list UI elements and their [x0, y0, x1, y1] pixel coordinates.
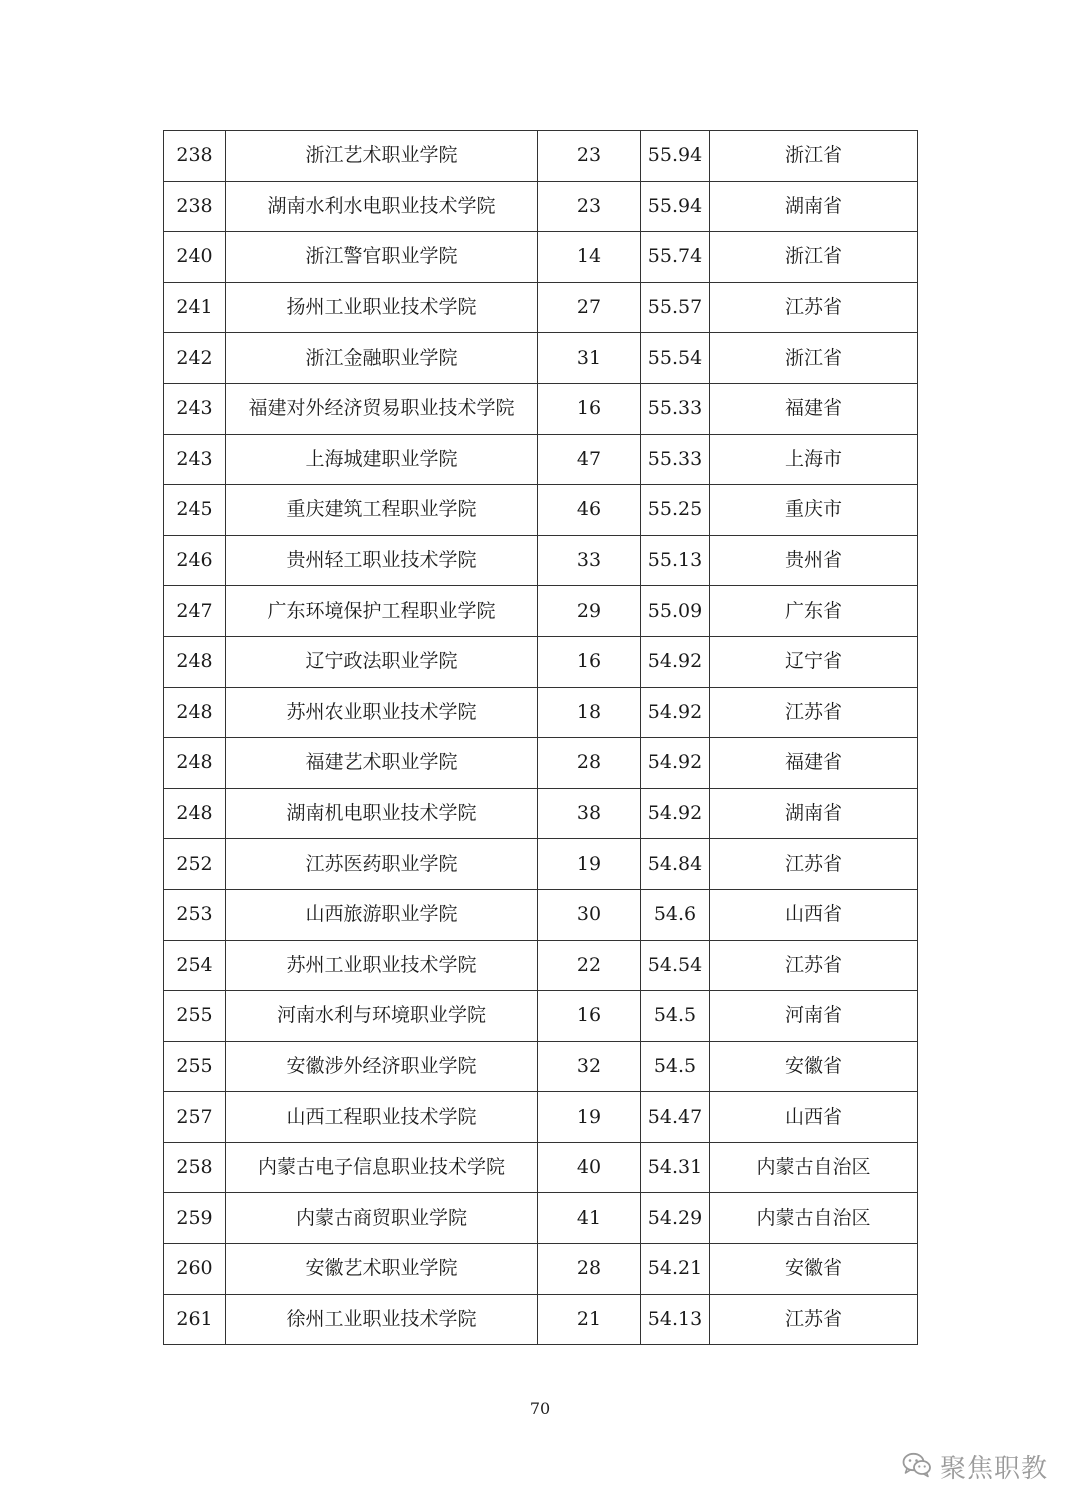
score-cell: 54.92: [641, 788, 710, 839]
school-name-cell: 浙江艺术职业学院: [226, 131, 538, 182]
rank-cell: 260: [164, 1244, 226, 1295]
province-cell: 广东省: [710, 586, 918, 637]
rank-cell: 238: [164, 131, 226, 182]
province-cell: 安徽省: [710, 1041, 918, 1092]
count-cell: 22: [538, 940, 641, 991]
count-cell: 27: [538, 282, 641, 333]
table-row: [164, 991, 918, 1042]
rank-cell: 246: [164, 535, 226, 586]
count-cell: 19: [538, 839, 641, 890]
rank-cell: 253: [164, 889, 226, 940]
table-row: [164, 333, 918, 384]
table-row: [164, 232, 918, 283]
page-number: 70: [529, 1399, 551, 1418]
province-cell: 湖南省: [710, 788, 918, 839]
province-cell: 江苏省: [710, 282, 918, 333]
school-name-cell: 苏州农业职业技术学院: [226, 687, 538, 738]
school-name-cell: 浙江警官职业学院: [226, 232, 538, 283]
rank-cell: 248: [164, 738, 226, 789]
table-row: [164, 181, 918, 232]
watermark: [902, 1448, 1048, 1485]
count-cell: 18: [538, 687, 641, 738]
table-row: [164, 1193, 918, 1244]
count-cell: 41: [538, 1193, 641, 1244]
province-cell: 山西省: [710, 889, 918, 940]
count-cell: 40: [538, 1142, 641, 1193]
rank-cell: 254: [164, 940, 226, 991]
rank-cell: 248: [164, 788, 226, 839]
ranking-table-body: [164, 131, 918, 1345]
score-cell: 54.92: [641, 687, 710, 738]
province-cell: 河南省: [710, 991, 918, 1042]
rank-cell: 243: [164, 383, 226, 434]
score-cell: 54.92: [641, 738, 710, 789]
school-name-cell: 苏州工业职业技术学院: [226, 940, 538, 991]
count-cell: 29: [538, 586, 641, 637]
table-row: [164, 1244, 918, 1295]
school-name-cell: 内蒙古商贸职业学院: [226, 1193, 538, 1244]
count-cell: 32: [538, 1041, 641, 1092]
rank-cell: 248: [164, 636, 226, 687]
province-cell: 江苏省: [710, 940, 918, 991]
score-cell: 55.33: [641, 383, 710, 434]
count-cell: 16: [538, 991, 641, 1042]
table-row: [164, 788, 918, 839]
table-row: [164, 586, 918, 637]
score-cell: 54.21: [641, 1244, 710, 1295]
table-row: [164, 535, 918, 586]
count-cell: 19: [538, 1092, 641, 1143]
rank-cell: 255: [164, 1041, 226, 1092]
count-cell: 30: [538, 889, 641, 940]
ranking-table: [163, 130, 918, 1345]
count-cell: 31: [538, 333, 641, 384]
table-row: [164, 738, 918, 789]
province-cell: 江苏省: [710, 687, 918, 738]
count-cell: 23: [538, 181, 641, 232]
province-cell: 山西省: [710, 1092, 918, 1143]
score-cell: 55.57: [641, 282, 710, 333]
table-row: [164, 940, 918, 991]
school-name-cell: 徐州工业职业技术学院: [226, 1294, 538, 1345]
school-name-cell: 福建艺术职业学院: [226, 738, 538, 789]
province-cell: 内蒙古自治区: [710, 1142, 918, 1193]
rank-cell: 242: [164, 333, 226, 384]
table-row: [164, 383, 918, 434]
school-name-cell: 山西工程职业技术学院: [226, 1092, 538, 1143]
score-cell: 54.6: [641, 889, 710, 940]
school-name-cell: 广东环境保护工程职业学院: [226, 586, 538, 637]
score-cell: 55.25: [641, 485, 710, 536]
table-row: [164, 1041, 918, 1092]
school-name-cell: 浙江金融职业学院: [226, 333, 538, 384]
count-cell: 28: [538, 738, 641, 789]
province-cell: 浙江省: [710, 232, 918, 283]
school-name-cell: 江苏医药职业学院: [226, 839, 538, 890]
province-cell: 内蒙古自治区: [710, 1193, 918, 1244]
score-cell: 54.29: [641, 1193, 710, 1244]
count-cell: 38: [538, 788, 641, 839]
table-row: [164, 131, 918, 182]
school-name-cell: 安徽艺术职业学院: [226, 1244, 538, 1295]
province-cell: 贵州省: [710, 535, 918, 586]
rank-cell: 248: [164, 687, 226, 738]
province-cell: 浙江省: [710, 131, 918, 182]
rank-cell: 257: [164, 1092, 226, 1143]
count-cell: 33: [538, 535, 641, 586]
table-row: [164, 687, 918, 738]
province-cell: 江苏省: [710, 839, 918, 890]
count-cell: 28: [538, 1244, 641, 1295]
school-name-cell: 河南水利与环境职业学院: [226, 991, 538, 1042]
score-cell: 54.92: [641, 636, 710, 687]
table-row: [164, 282, 918, 333]
province-cell: 浙江省: [710, 333, 918, 384]
school-name-cell: 福建对外经济贸易职业技术学院: [226, 383, 538, 434]
province-cell: 安徽省: [710, 1244, 918, 1295]
score-cell: 54.47: [641, 1092, 710, 1143]
table-row: [164, 1092, 918, 1143]
school-name-cell: 内蒙古电子信息职业技术学院: [226, 1142, 538, 1193]
count-cell: 14: [538, 232, 641, 283]
count-cell: 23: [538, 131, 641, 182]
rank-cell: 243: [164, 434, 226, 485]
score-cell: 55.94: [641, 181, 710, 232]
school-name-cell: 辽宁政法职业学院: [226, 636, 538, 687]
school-name-cell: 贵州轻工职业技术学院: [226, 535, 538, 586]
count-cell: 46: [538, 485, 641, 536]
wechat-icon: [902, 1452, 932, 1482]
rank-cell: 258: [164, 1142, 226, 1193]
rank-cell: 247: [164, 586, 226, 637]
score-cell: 55.94: [641, 131, 710, 182]
province-cell: 重庆市: [710, 485, 918, 536]
score-cell: 55.74: [641, 232, 710, 283]
count-cell: 16: [538, 383, 641, 434]
rank-cell: 245: [164, 485, 226, 536]
school-name-cell: 扬州工业职业技术学院: [226, 282, 538, 333]
school-name-cell: 安徽涉外经济职业学院: [226, 1041, 538, 1092]
score-cell: 54.31: [641, 1142, 710, 1193]
school-name-cell: 湖南水利水电职业技术学院: [226, 181, 538, 232]
score-cell: 55.09: [641, 586, 710, 637]
table-row: [164, 1142, 918, 1193]
rank-cell: 261: [164, 1294, 226, 1345]
score-cell: 54.54: [641, 940, 710, 991]
score-cell: 55.54: [641, 333, 710, 384]
watermark-text: 聚焦职教: [939, 1454, 1048, 1484]
table-row: [164, 839, 918, 890]
rank-cell: 255: [164, 991, 226, 1042]
province-cell: 辽宁省: [710, 636, 918, 687]
score-cell: 54.5: [641, 991, 710, 1042]
score-cell: 54.13: [641, 1294, 710, 1345]
province-cell: 福建省: [710, 383, 918, 434]
table-row: [164, 889, 918, 940]
score-cell: 54.84: [641, 839, 710, 890]
score-cell: 54.5: [641, 1041, 710, 1092]
rank-cell: 241: [164, 282, 226, 333]
school-name-cell: 上海城建职业学院: [226, 434, 538, 485]
school-name-cell: 山西旅游职业学院: [226, 889, 538, 940]
school-name-cell: 湖南机电职业技术学院: [226, 788, 538, 839]
count-cell: 21: [538, 1294, 641, 1345]
score-cell: 55.13: [641, 535, 710, 586]
rank-cell: 259: [164, 1193, 226, 1244]
rank-cell: 238: [164, 181, 226, 232]
table-row: [164, 636, 918, 687]
count-cell: 16: [538, 636, 641, 687]
province-cell: 上海市: [710, 434, 918, 485]
province-cell: 江苏省: [710, 1294, 918, 1345]
school-name-cell: 重庆建筑工程职业学院: [226, 485, 538, 536]
rank-cell: 252: [164, 839, 226, 890]
rank-cell: 240: [164, 232, 226, 283]
count-cell: 47: [538, 434, 641, 485]
table-row: [164, 485, 918, 536]
table-row: [164, 1294, 918, 1345]
province-cell: 福建省: [710, 738, 918, 789]
score-cell: 55.33: [641, 434, 710, 485]
table-row: [164, 434, 918, 485]
province-cell: 湖南省: [710, 181, 918, 232]
